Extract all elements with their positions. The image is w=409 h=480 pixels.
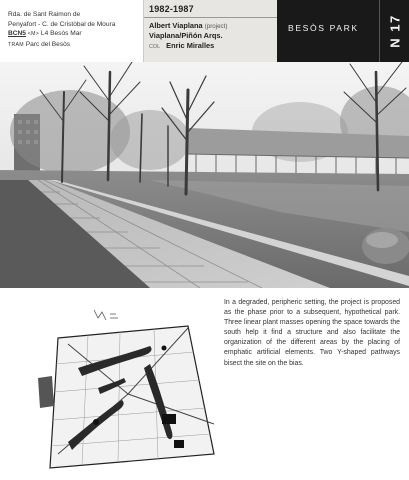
- address-line-2: Penyafort - C. de Cristòbal de Moura: [8, 20, 116, 28]
- architect-line: [149, 21, 227, 30]
- sheet-number: N 17: [387, 14, 402, 48]
- credits-block: [143, 0, 277, 62]
- tram-tag: TRAM: [8, 41, 24, 48]
- park-title: BESÒS PARK: [288, 23, 359, 33]
- collaborator-prefix: COL: [149, 44, 161, 50]
- architect-role: (project): [204, 23, 228, 30]
- bus-code: BCN5: [8, 30, 26, 38]
- page-header: [0, 0, 409, 62]
- firm-name: Viaplana/Piñón Arqs.: [149, 31, 223, 40]
- transit-line: [8, 29, 140, 40]
- tram-line: [8, 40, 140, 51]
- address-block: [8, 10, 140, 50]
- site-plan-drawing: [38, 304, 218, 472]
- park-photo: [0, 62, 409, 288]
- metro-tag: <M>: [27, 31, 40, 38]
- credits-divider: [144, 17, 278, 18]
- collaborator-line: [149, 41, 214, 50]
- tram-stop: Parc del Besòs: [25, 40, 71, 48]
- architect-name: Albert Viaplana: [149, 21, 203, 30]
- collaborator-name: Enric Miralles: [166, 41, 215, 50]
- metro-line: L4 Besòs Mar: [40, 30, 82, 38]
- sheet-number-box: [379, 0, 409, 62]
- project-description: In a degraded, peripheric setting, the project is proposed as the phase prior to a subsequent, hypothetical park. Three linear plant masses opening the space towards the south help it find a structure and also facilitate the organization of the different areas by the placing of emphatic artificial elements. Two Y-shaped pathways bisect the site on the bias.: [224, 299, 400, 367]
- project-years: 1982-1987: [149, 4, 194, 14]
- address-line-1: Rda. de Sant Raimon de: [8, 11, 81, 18]
